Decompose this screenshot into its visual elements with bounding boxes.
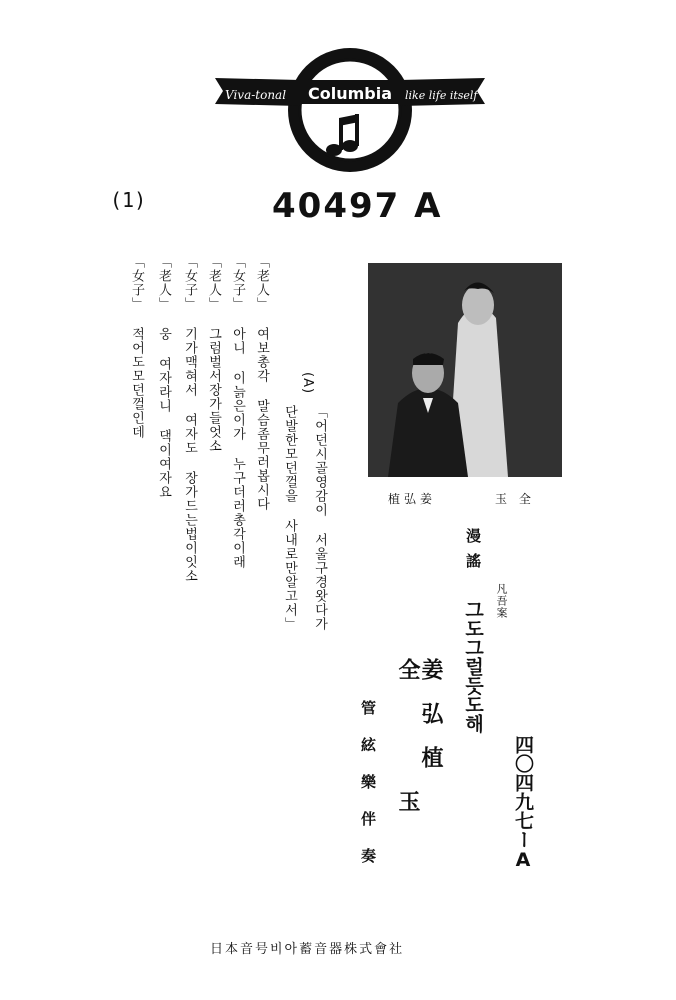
publisher-footer: 日本音号비아蓄音器株式會社 <box>210 942 405 957</box>
lyric-line-8: 「女子」 적어도모던껄인데 <box>129 255 144 439</box>
performers-photo <box>368 263 562 477</box>
accompaniment: 管絃樂伴奏 <box>359 700 377 885</box>
catalog-number: 40497 A <box>272 186 443 226</box>
performer-2: 全玉 <box>395 658 420 922</box>
author-note: 凡吾案 <box>495 583 508 619</box>
performer-1: 姜弘植 <box>418 658 443 790</box>
lyric-line-6: 「女子」 기가맥혀서 여자도 장가드는법이잇소 <box>182 255 197 583</box>
photo-caption-right: 玉 全 <box>495 492 535 506</box>
song-title: 그도그럴듯도해 <box>462 600 484 733</box>
columbia-logo <box>205 38 495 178</box>
lyric-line-7: 「老人」 웅 여자라니 댁이여자요 <box>156 255 171 499</box>
genre-label: 漫謠 <box>464 528 482 578</box>
lyric-line-3: 「老人」 여보총각 말슴좀무러봅시다 <box>254 255 269 511</box>
page-number: (1) <box>110 188 147 212</box>
logo-slogan-right: like life itself <box>405 89 478 102</box>
lyric-line-4: 「女子」 아니 이늙은이가 누구더러총각이래 <box>230 255 245 569</box>
lyric-line-5: 「老人」 그럼벌서장가들엇소 <box>206 255 221 453</box>
section-marker: (A) <box>300 372 315 395</box>
lyric-line-1: 「어던시골영감이 서울구경왓다가 <box>312 405 327 631</box>
vertical-catalog-number: 四〇四九七ーA <box>512 735 534 871</box>
logo-brand: Columbia <box>307 84 393 103</box>
photo-caption-left: 植弘姜 <box>388 492 437 506</box>
lyric-line-2: 단발한모던껄을 사내로만알고서」 <box>282 405 297 631</box>
logo-slogan-left: Viva-tonal <box>225 88 287 102</box>
